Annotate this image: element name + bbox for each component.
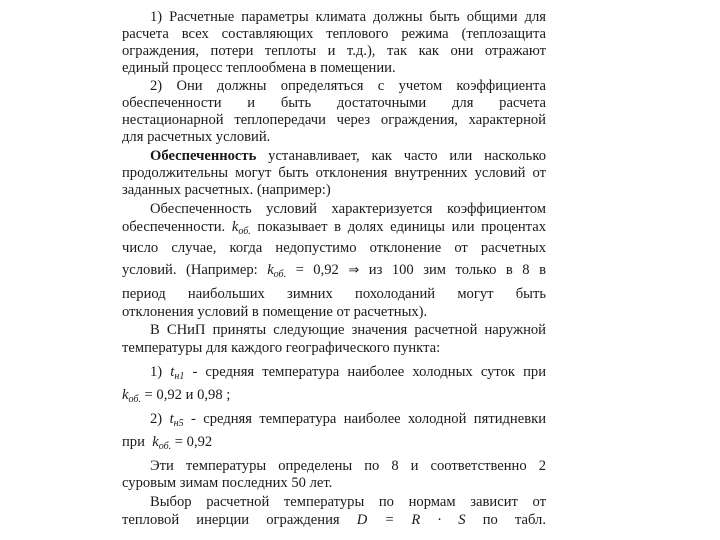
text-line: нестационарной теплопередачи через ограждения, характерной: [122, 112, 546, 128]
math-k-ob: $k_{об.}$: [122, 387, 141, 405]
text-line: суровым зимам последних 50 лет.: [122, 475, 333, 491]
text-line: В СНиП приняты следующие значения расчетной наружной: [150, 322, 546, 338]
text-line: тепловой инерции ограждения D = R · S по табл.: [122, 512, 546, 528]
text-line: 2) Они должны определяться с учетом коэффициента: [150, 78, 546, 94]
text-line: Обеспеченность условий характеризуется коэффициентом: [150, 201, 546, 217]
text-line: ограждения, потери теплоты и т.д.), так как они отражают: [122, 43, 546, 59]
text-line: обеспеченности и быть достаточными для расчета: [122, 95, 546, 111]
text-line: единый процесс теплообмена в помещении.: [122, 60, 396, 76]
text-line: отклонения условий в помещение от расчетных).: [122, 304, 428, 320]
text-line: условий. (Например: $k_{об.} = 0,92$ ⇒ из 100 зим только в 8 в: [122, 262, 546, 280]
implies-arrow: ⇒: [348, 263, 360, 278]
text-line: 1) Расчетные параметры климата должны быть общими для: [150, 9, 546, 25]
text-line: 1) $t_{н1}$ - средняя температура наиболее холодных суток при: [150, 364, 547, 382]
text-line: расчета всех составляющих теплового режима (теплозащита: [122, 26, 546, 42]
bold-term: Обеспеченность: [150, 148, 257, 164]
text-line: заданных расчетных. (например:): [122, 182, 331, 198]
formula-d-rs: D = R · S: [356, 512, 466, 528]
text-line: обеспеченности. $k_{об.}$ показывает в долях единицы или процентах: [122, 219, 546, 237]
text-line: Обеспеченность устанавливает, как часто или насколько: [150, 148, 546, 164]
text-line: температуры для каждого географического пункта:: [122, 340, 441, 356]
text-line: при $k_{об.} = 0,92$: [122, 434, 213, 452]
math-k-ob: $k_{об.}$: [267, 262, 287, 280]
text-line: число случае, когда недопустимо отклонение от расчетных: [122, 240, 546, 256]
text-line: 2) $t_{н5}$ - средняя температура наиболее холодной пятидневки: [150, 411, 547, 429]
math-t-n5: $t_{н5}$: [169, 411, 184, 429]
text-line: для расчетных условий.: [122, 129, 271, 145]
text-line: период наибольших зимних похолоданий могут быть: [122, 286, 546, 302]
text-line: Выбор расчетной температуры по нормам зависит от: [150, 494, 546, 510]
math-k-ob: $k_{об.}$: [231, 219, 251, 237]
text-line: продолжительны могут быть отклонения внутренних условий от: [122, 165, 546, 181]
text-line: Эти температуры определены по 8 и соответственно 2: [150, 458, 546, 474]
math-k-ob: $k_{об.}$: [152, 434, 172, 452]
math-t-n1: $t_{н1}$: [170, 364, 185, 382]
text-line: $k_{об.} = 0,92$ и 0,98 ;: [122, 387, 231, 405]
